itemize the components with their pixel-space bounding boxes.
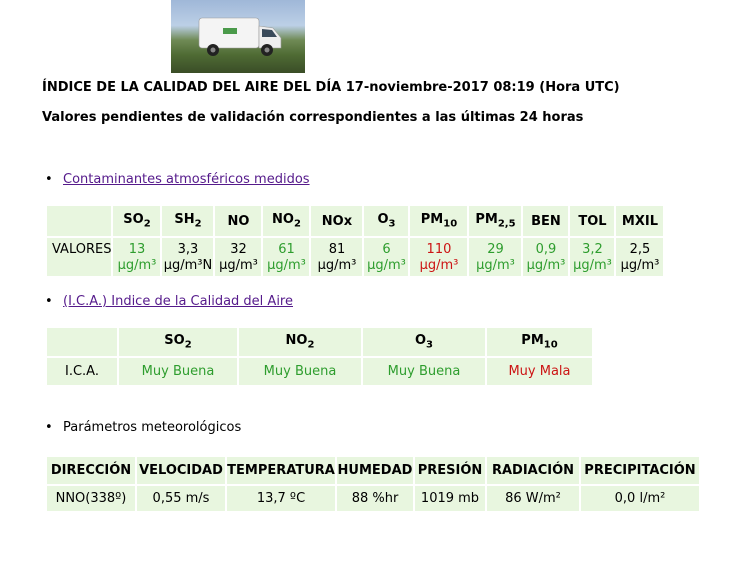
pollutant-header-label: NOx (321, 213, 353, 229)
pollutant-unit: µg/m³ (476, 258, 515, 273)
pollutant-unit: µg/m³ (267, 258, 306, 273)
meteo-header: PRECIPITACIÓN (581, 457, 699, 484)
pollutant-unit: µg/m³ (317, 258, 357, 273)
meteo-value: 86 W/m² (487, 486, 579, 511)
pollutant-value: 6 (382, 242, 391, 257)
page-title: ÍNDICE DE LA CALIDAD DEL AIRE DEL DÍA 17-noviembre-2017 08:19 (Hora UTC) (42, 80, 620, 95)
pollutant-header-subscript: 10 (443, 218, 458, 230)
pollutant-header-3 (263, 206, 309, 236)
pollutant-header-label: PM (420, 212, 444, 228)
header-photo-van (171, 0, 305, 73)
ica-value: Muy Buena (363, 358, 485, 385)
pollutant-unit: µg/m³ (419, 258, 459, 273)
pollutant-value-cell (162, 238, 213, 276)
pollutant-value: 3,2 (582, 242, 603, 257)
pollutant-unit: µg/m³ (219, 258, 258, 273)
ica-row-label: I.C.A. (47, 358, 117, 385)
pollutant-header-label: MXIL (621, 213, 659, 229)
meteo-value: 1019 mb (415, 486, 485, 511)
meteo-header: DIRECCIÓN (47, 457, 135, 484)
bullet-ica: • (45, 294, 53, 309)
pollutant-unit: µg/m³ (367, 258, 406, 273)
pollutant-header-6 (410, 206, 467, 236)
pollutant-header-subscript: 2 (143, 218, 151, 230)
pollutant-value-cell (469, 238, 521, 276)
ica-header-label: O (414, 333, 427, 349)
pollutant-value-cell (311, 238, 362, 276)
ica-header-label: NO (285, 333, 308, 349)
meteo-header: TEMPERATURA (227, 457, 335, 484)
pollutant-unit: µg/m³ (526, 258, 566, 273)
values-row-label: VALORES (47, 238, 111, 276)
pollutant-value: 13 (128, 242, 146, 257)
meteo-value: 0,0 l/m² (581, 486, 699, 511)
pollutant-header-label: TOL (578, 213, 607, 229)
ica-values-row (47, 358, 592, 385)
pollutant-value: 32 (230, 242, 247, 257)
pollutant-unit: µg/m³ (573, 258, 612, 273)
pollutant-header-2 (215, 206, 261, 236)
pollutant-header-8 (523, 206, 568, 236)
ica-header-3 (487, 328, 592, 356)
meteo-value: NNO(338º) (47, 486, 135, 511)
pollutant-header-subscript: 2 (194, 218, 202, 230)
pollutant-value-cell (364, 238, 408, 276)
pollutant-value-cell (410, 238, 467, 276)
meteo-value: 13,7 ºC (227, 486, 335, 511)
meteo-header-row (47, 457, 699, 484)
bullet-contaminants: • (45, 172, 53, 187)
pollutant-header-10 (616, 206, 663, 236)
meteo-header: HUMEDAD (337, 457, 413, 484)
pollutant-header-0 (113, 206, 160, 236)
contaminants-link[interactable]: Contaminantes atmosféricos medidos (63, 172, 310, 187)
ica-header-1 (239, 328, 361, 356)
pollutant-value-cell (113, 238, 160, 276)
pollutant-header-subscript: 2 (293, 218, 301, 230)
pollutant-header-label: O (377, 212, 389, 228)
pollutant-value-cell (570, 238, 614, 276)
meteo-values-row (47, 486, 699, 511)
ica-value: Muy Buena (119, 358, 237, 385)
meteo-table (45, 455, 701, 513)
contaminants-header-row (47, 206, 663, 236)
pollutant-header-7 (469, 206, 521, 236)
pollutant-value: 2,5 (629, 242, 651, 257)
pollutant-value-cell (215, 238, 261, 276)
ica-header-subscript: 3 (426, 339, 434, 351)
pollutant-header-9 (570, 206, 614, 236)
meteo-header: VELOCIDAD (137, 457, 225, 484)
pollutant-value: 0,9 (535, 242, 557, 257)
pollutant-header-label: SH (174, 212, 195, 228)
ica-header-label: SO (164, 333, 185, 349)
pollutant-value: 110 (426, 242, 452, 257)
ica-table (45, 326, 594, 387)
pollutant-header-label: BEN (531, 213, 561, 229)
page-subtitle: Valores pendientes de validación correspondientes a las últimas 24 horas (42, 110, 584, 125)
pollutant-value-cell (616, 238, 663, 276)
pollutant-value: 61 (278, 242, 295, 257)
contaminants-table (45, 204, 665, 278)
pollutant-header-label: SO (123, 212, 144, 228)
pollutant-header-label: NO (272, 212, 294, 228)
ica-header-subscript: 2 (307, 339, 315, 351)
pollutant-value: 3,3 (177, 242, 199, 257)
pollutant-header-4 (311, 206, 362, 236)
pollutant-value-cell (523, 238, 568, 276)
pollutant-header-subscript: 3 (388, 218, 396, 230)
pollutant-value: 29 (487, 242, 504, 257)
ica-link[interactable]: (I.C.A.) Indice de la Calidad del Aire (63, 294, 293, 309)
pollutant-header-5 (364, 206, 408, 236)
meteo-value: 0,55 m/s (137, 486, 225, 511)
bullet-meteo: • (45, 420, 53, 435)
pollutant-header-1 (162, 206, 213, 236)
pollutant-unit: µg/m³N (163, 258, 213, 273)
pollutant-value: 81 (328, 242, 346, 257)
meteo-value: 88 %hr (337, 486, 413, 511)
meteo-header: RADIACIÓN (487, 457, 579, 484)
pollutant-value-cell (263, 238, 309, 276)
ica-header-subscript: 2 (184, 339, 192, 351)
pollutant-unit: µg/m³ (620, 258, 660, 273)
ica-header-subscript: 10 (543, 339, 558, 351)
ica-value: Muy Mala (487, 358, 592, 385)
ica-header-label: PM (521, 333, 544, 349)
ica-value: Muy Buena (239, 358, 361, 385)
pollutant-header-subscript: 2,5 (497, 218, 516, 230)
meteo-header: PRESIÓN (415, 457, 485, 484)
contaminants-values-row (47, 238, 663, 276)
ica-header-row (47, 328, 592, 356)
ica-corner-cell (47, 328, 117, 356)
van-illustration (193, 14, 285, 58)
ica-header-2 (363, 328, 485, 356)
ica-header-0 (119, 328, 237, 356)
pollutant-unit: µg/m³ (117, 258, 157, 273)
header-corner-cell (47, 206, 111, 236)
meteo-label: Parámetros meteorológicos (63, 420, 242, 435)
pollutant-header-label: PM (475, 212, 498, 228)
pollutant-header-label: NO (227, 213, 250, 229)
